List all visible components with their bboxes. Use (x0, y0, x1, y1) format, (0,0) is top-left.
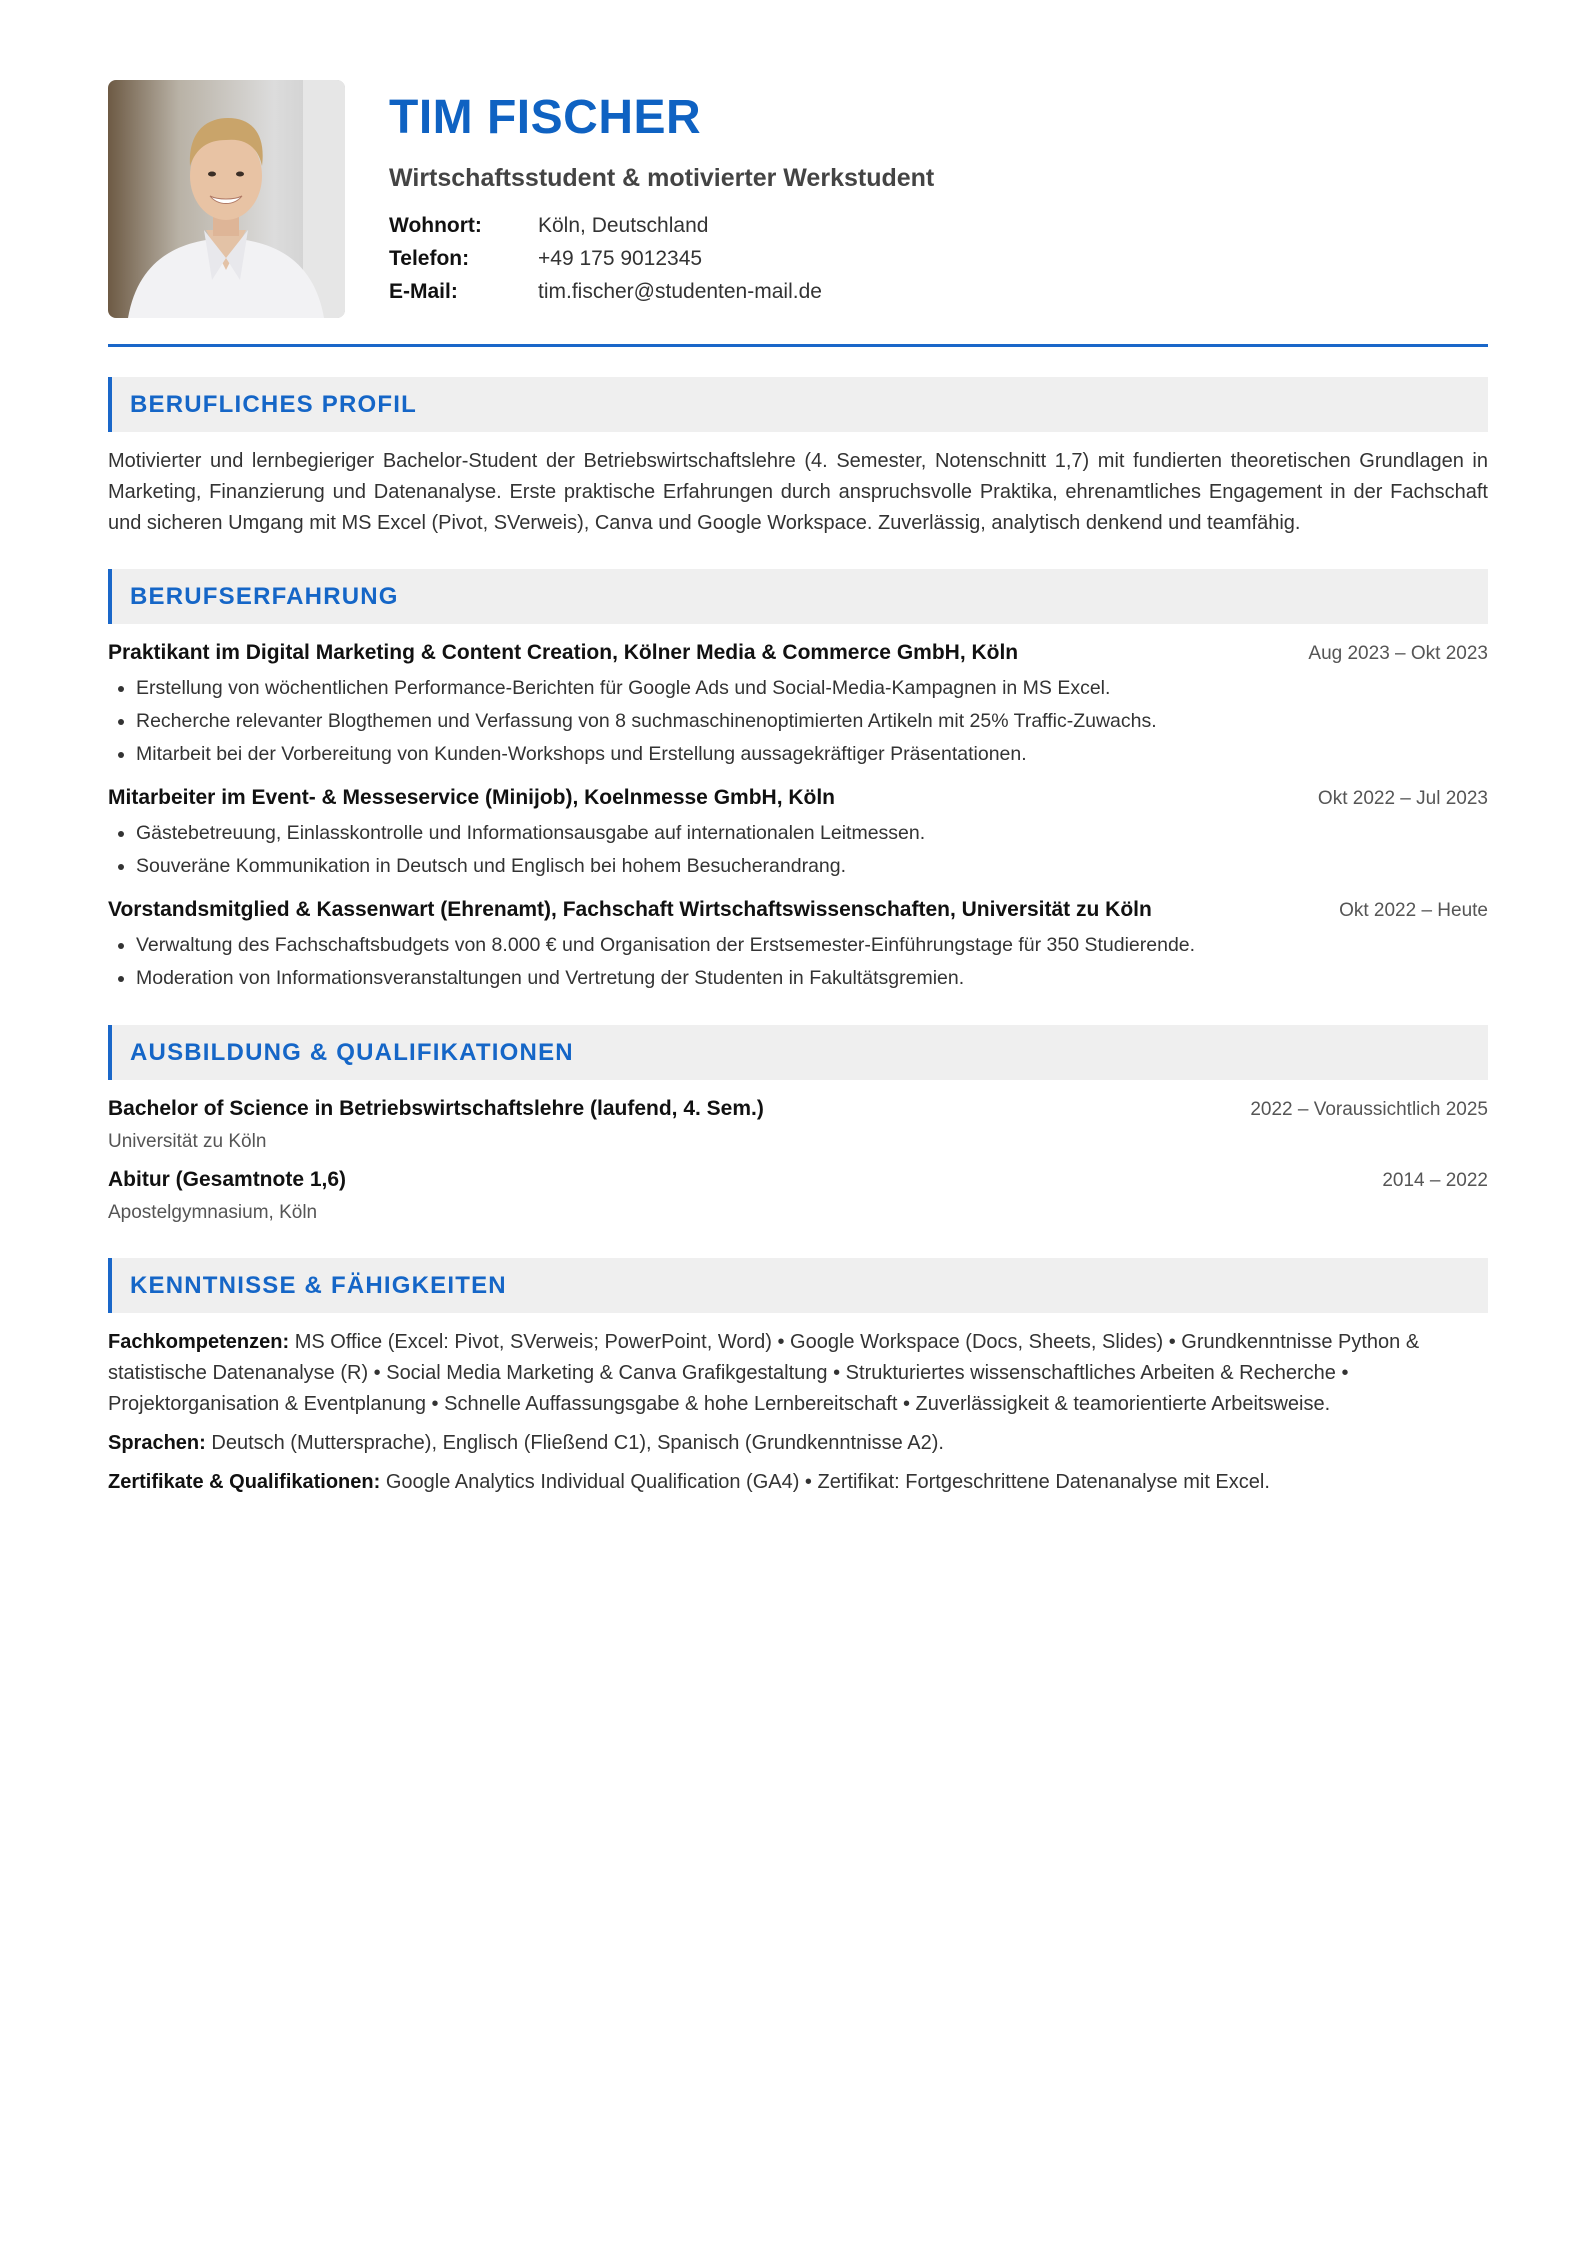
contact-row-email (389, 275, 934, 308)
job-title: Mitarbeiter im Event- & Messeservice (Minijob), Koelnmesse GmbH, Köln (108, 786, 836, 809)
skill-line-languages (108, 1428, 1488, 1459)
skill-label: Fachkompetenzen: (108, 1331, 290, 1353)
contact-value: Köln, Deutschland (538, 214, 709, 237)
education-place: Apostelgymnasium, Köln (108, 1202, 318, 1223)
section-header-experience (108, 569, 1488, 624)
list-item: • Moderation von Informationsveranstaltungen und Vertretung der Studenten in Fakultätsgremien. (136, 962, 1488, 995)
job-date: Okt 2022 – Jul 2023 (1317, 788, 1488, 809)
profile-text: Motivierter und lernbegieriger Bachelor-Student der Betriebswirtschaftslehre (4. Semester, Notenschnitt 1,7) mit fundierten theoretischen Grundlagen in Marketing, Finanzierung und Datenanalyse. Erste praktische Erfahrungen durch anspruchsvolle Praktika, ehrenamtliches Engagement in der Fachschaft und sicheren Umgang mit MS Excel (Pivot, SVerweis), Canva und Google Workspace. Zuverlässig, analytisch denkend und teamfähig. (108, 450, 1488, 534)
list-item: • Mitarbeit bei der Vorbereitung von Kunden-Workshops und Erstellung aussagekräftiger Präsentationen. (136, 738, 1488, 771)
education-entry (108, 1094, 1488, 1157)
skill-line-certificates (108, 1467, 1488, 1498)
contact-label: Wohnort: (389, 214, 482, 237)
cv-page (108, 80, 1488, 1506)
list-item: • Gästebetreuung, Einlasskontrolle und Informationsausgabe auf internationalen Leitmessen. (136, 817, 1488, 850)
contact-label: E-Mail: (389, 280, 458, 303)
contact-row-phone (389, 242, 934, 275)
job-entry (108, 783, 1488, 883)
education-place: Universität zu Köln (108, 1131, 267, 1152)
skill-label: Zertifikate & Qualifikationen: (108, 1471, 381, 1493)
profile-photo (108, 80, 345, 318)
skill-label: Sprachen: (108, 1432, 206, 1454)
section-header-education (108, 1025, 1488, 1080)
job-date: Okt 2022 – Heute (1339, 900, 1488, 921)
job-date: Aug 2023 – Okt 2023 (1308, 643, 1488, 664)
section-title: AUSBILDUNG & QUALIFIKATIONEN (130, 1038, 574, 1066)
contact-row-location (389, 209, 934, 242)
header-divider (108, 344, 1488, 347)
education-title: Abitur (Gesamtnote 1,6) (108, 1168, 347, 1191)
job-title: Vorstandsmitglied & Kassenwart (Ehrenamt), Fachschaft Wirtschaftswissenschaften, Universität zu Köln (108, 898, 1152, 921)
skill-text: MS Office (Excel: Pivot, SVerweis; PowerPoint, Word) • Google Workspace (Docs, Sheets, Slides) • Grundkenntnisse Python & statistische Datenanalyse (R) • Social Media Marketing & Canva Grafikgestaltung • Strukturiertes wissenschaftliches Arbeiten & Recherche • Projektorganisation & Eventplanung • Schnelle Auffassungsgabe & hohe Lernbereitschaft • Zuverlässigkeit & teamorientierte Arbeitsweise. (108, 1331, 1420, 1415)
section-title: KENNTNISSE & FÄHIGKEITEN (130, 1271, 507, 1299)
section-header-skills (108, 1258, 1488, 1313)
contact-value: tim.fischer@studenten-mail.de (538, 280, 822, 303)
skill-text: Google Analytics Individual Qualification (GA4) • Zertifikat: Fortgeschrittene Datenanalyse mit Excel. (385, 1471, 1270, 1493)
list-item: • Souveräne Kommunikation in Deutsch und Englisch bei hohem Besucherandrang. (136, 850, 1488, 883)
skills-block (108, 1327, 1488, 1498)
education-date: 2014 – 2022 (1382, 1170, 1488, 1191)
contact-label: Telefon: (389, 247, 470, 270)
candidate-name: TIM FISCHER (389, 91, 702, 144)
job-bullets (108, 672, 1488, 771)
list-item: • Recherche relevanter Blogthemen und Verfassung von 8 suchmaschinenoptimierten Artikeln mit 25% Traffic-Zuwachs. (136, 705, 1488, 738)
job-entry (108, 638, 1488, 771)
job-bullets (108, 929, 1488, 995)
contact-block (389, 209, 934, 308)
education-entry (108, 1165, 1488, 1228)
header-info (389, 80, 934, 318)
section-header-profile (108, 377, 1488, 432)
cv-header (108, 80, 1488, 318)
contact-value: +49 175 9012345 (538, 247, 703, 270)
job-bullets (108, 817, 1488, 883)
list-item: • Verwaltung des Fachschaftsbudgets von 8.000 € und Organisation der Erstsemester-Einführungstage für 350 Studierende. (136, 929, 1488, 962)
job-entry (108, 895, 1488, 995)
candidate-subtitle: Wirtschaftsstudent & motivierter Werkstudent (389, 164, 935, 192)
education-date: 2022 – Voraussichtlich 2025 (1250, 1099, 1488, 1120)
list-item: • Erstellung von wöchentlichen Performance-Berichten für Google Ads und Social-Media-Kampagnen in MS Excel. (136, 672, 1488, 705)
education-title: Bachelor of Science in Betriebswirtschaftslehre (laufend, 4. Sem.) (108, 1097, 764, 1120)
section-title: BERUFLICHES PROFIL (130, 390, 417, 418)
job-title: Praktikant im Digital Marketing & Content Creation, Kölner Media & Commerce GmbH, Köln (108, 641, 1019, 664)
section-title: BERUFSERFAHRUNG (130, 582, 399, 610)
skill-line-expertise (108, 1327, 1488, 1420)
skill-text: Deutsch (Muttersprache), Englisch (Fließend C1), Spanisch (Grundkenntnisse A2). (211, 1432, 944, 1454)
